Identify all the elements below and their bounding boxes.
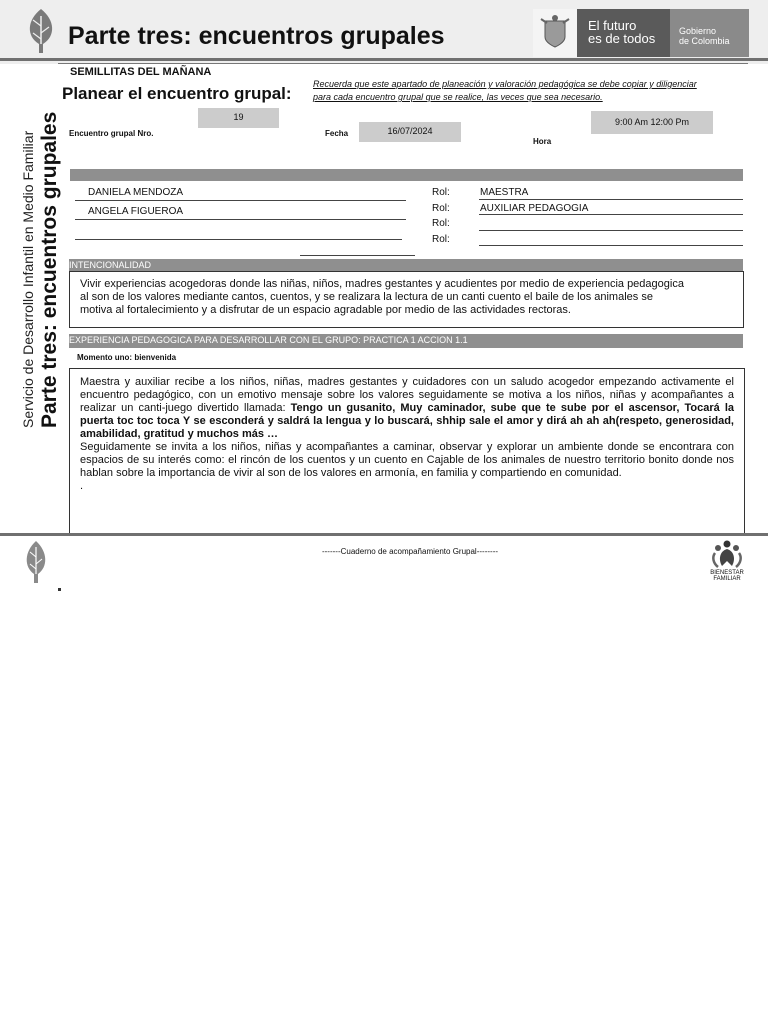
time-field[interactable]: 9:00 Am 12:00 Pm [591, 111, 713, 134]
date-label: Fecha [325, 129, 349, 138]
rol-label-2: Rol: [432, 203, 450, 214]
leaf-icon [23, 539, 49, 585]
rol-label-4: Rol: [432, 234, 450, 245]
family-icon [706, 539, 748, 569]
header-divider [0, 58, 768, 61]
moment-text-bold: Tengo un gusanito, Muy caminador, sube que te sube por el ascensor, Tocará la puerta toc toc toca Y se esconderá y saldrá la lengua y lo buscará, shhip sale el amor y dirá ah ah ah(respeto, generosidad, amabilidad, gratitud y muchos más … [80, 402, 734, 440]
rol-line-1 [479, 199, 743, 200]
side-title: Parte tres: encuentros grupales [38, 111, 61, 428]
footer-note: -------Cuaderno de acompañamiento Grupal-------- [321, 547, 499, 556]
plan-title: Planear el encuentro grupal: [62, 84, 292, 103]
moment-label: Momento uno: bienvenida [77, 353, 177, 362]
participant-name-2[interactable]: ANGELA FIGUEROA [88, 206, 184, 217]
rol-label-3: Rol: [432, 218, 450, 229]
participant-line-1 [75, 200, 406, 201]
instruction-line-2: para cada encuentro grupal que se realice, las veces que sea necesario. [313, 92, 603, 102]
participant-line-4 [300, 255, 415, 256]
participant-name-1[interactable]: DANIELA MENDOZA [88, 187, 184, 198]
instruction-line-1: Recuerda que este apartado de planeación y valoración pedagógica se debe copiar y diligenciar [313, 79, 697, 89]
experience-label: EXPERIENCIA PEDAGOGICA PARA DESARROLLAR CON EL GRUPO: PRACTICA 1 ACCION 1.1 [69, 335, 468, 345]
government-logo [533, 9, 749, 57]
rol-value-1[interactable]: MAESTRA [480, 187, 529, 198]
moment-text-dot: . [80, 480, 84, 492]
moment-text-part-2: Seguidamente se invita a los niños, niñas y acompañantes a caminar, observar y explorar un ambiente donde se encontrara con espacios de su interés como: el rincón de los cuentos y un cuento en Cajable de los animales de nuestro territorio bonito donde nos hablan sobre la importancia de vivir al son de los valores en armonía, en familia y compartiendo en comunidad. [80, 441, 734, 479]
slogan-line-1: El futuro [588, 18, 637, 33]
intent-label: INTENCIONALIDAD [69, 260, 152, 270]
participant-line-3 [75, 239, 402, 240]
intent-line-2: al son de los valores mediante cantos, cuentos, y se realizara la lectura de un canti cuento el baile de los animales se [80, 291, 653, 303]
intent-header-bar [69, 259, 743, 271]
participants-header-bar [70, 169, 743, 181]
rol-line-4 [479, 245, 743, 246]
instruction-note [313, 78, 741, 104]
encounter-number-field[interactable]: 19 [198, 108, 279, 128]
header-subdivider [58, 63, 748, 64]
hour-label: Hora [533, 137, 552, 146]
side-banner [20, 111, 62, 428]
bf-line-2: FAMILIAR [713, 576, 741, 582]
intent-textbox[interactable] [69, 271, 744, 328]
gov-line-1: Gobierno [679, 26, 717, 36]
footer-mark [58, 588, 61, 591]
bienestar-familiar-logo [706, 539, 748, 585]
page-header [0, 0, 768, 64]
encounter-label: Encuentro grupal Nro. [69, 129, 154, 138]
experience-header-bar [69, 334, 743, 348]
rol-label-1: Rol: [432, 187, 450, 198]
footer-divider [0, 533, 768, 536]
rol-value-2[interactable]: AUXILIAR PEDAGOGIA [480, 203, 589, 214]
slogan-line-2: es de todos [588, 31, 656, 46]
moment-textbox[interactable] [69, 368, 745, 536]
rol-line-2 [479, 214, 743, 215]
date-field[interactable]: 16/07/2024 [359, 122, 461, 142]
leaf-icon [24, 6, 58, 56]
program-name: SEMILLITAS DEL MAÑANA [70, 66, 212, 78]
side-service-label: Servicio de Desarrollo Infantil en Medio Familiar [20, 130, 36, 428]
bf-line-1: BIENESTAR [710, 570, 744, 576]
crest-icon [533, 9, 577, 57]
moment-text-part-1: Maestra y auxiliar recibe a los niños, niñas, madres gestantes y cuidadores con un saludo acogedor empezando activamente el encuentro pedagógico, con un emotivo mensaje sobre los valores seguidamente se motiva a los niños, niñas y acompañantes a realizar un canti-juego divertido llamada: [80, 376, 734, 414]
page-title: Parte tres: encuentros grupales [68, 22, 445, 50]
intent-line-1: Vivir experiencias acogedoras donde las niñas, niños, madres gestantes y acudientes por medio de experiencia pedagogica [80, 278, 684, 290]
gov-line-2: de Colombia [679, 36, 730, 46]
participant-line-2 [75, 219, 406, 220]
rol-line-3 [479, 230, 743, 231]
intent-line-3: motiva al fortalecimiento y a disfrutar de un espacio agradable por medio de las actividades rectoras. [80, 304, 571, 316]
